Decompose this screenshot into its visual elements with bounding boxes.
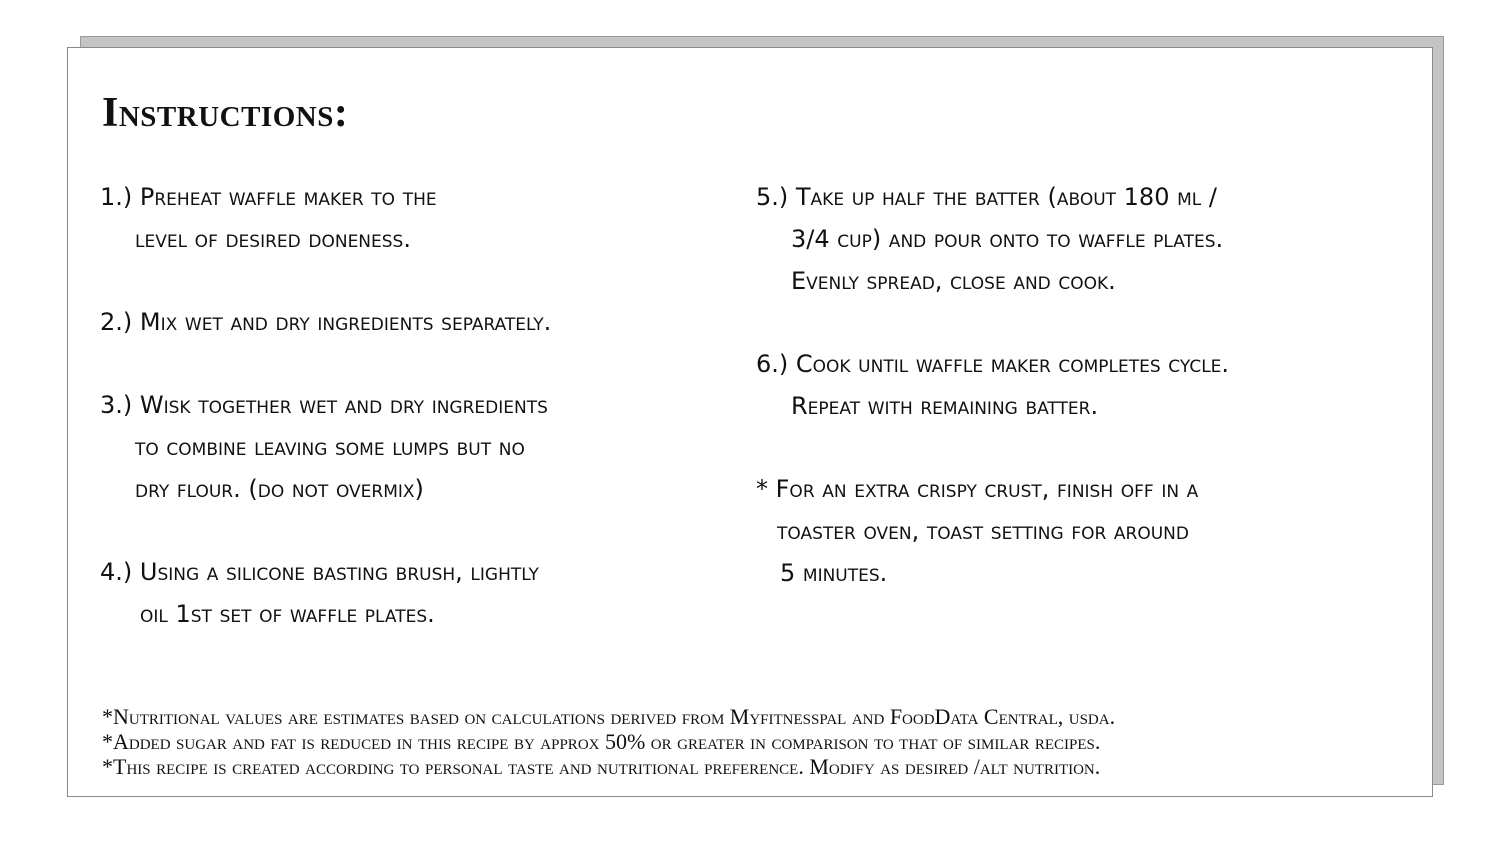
step-4-line-2: oil 1st set of waffle plates. — [140, 600, 435, 628]
step-1-line-1: 1.) Preheat waffle maker to the — [100, 183, 437, 211]
page-title: Instructions: — [102, 90, 349, 136]
step-2-line-1: 2.) Mix wet and dry ingredients separately. — [100, 308, 552, 336]
footnotes — [102, 704, 1115, 779]
right-column — [756, 176, 1416, 635]
step-6-line-2: Repeat with remaining batter. — [791, 392, 1099, 420]
crispy-tip-line-1: * For an extra crispy crust, finish off in a — [756, 475, 1199, 503]
step-5 — [756, 176, 1416, 302]
step-4-line-1: 4.) Using a silicone basting brush, lightly — [100, 558, 539, 586]
step-3-line-3: dry flour. (do not overmix) — [135, 475, 424, 503]
step-3-line-2: to combine leaving some lumps but no — [135, 433, 525, 461]
step-4 — [100, 551, 740, 635]
crispy-tip — [756, 468, 1416, 594]
footnote-personal-taste: *This recipe is created according to personal taste and nutritional preference. Modify as desired /alt nutrition. — [102, 754, 1101, 779]
step-5-line-1: 5.) Take up half the batter (about 180 ml / — [756, 183, 1217, 211]
step-6 — [756, 343, 1416, 427]
left-column — [100, 176, 740, 676]
step-5-line-3: Evenly spread, close and cook. — [791, 267, 1116, 295]
crispy-tip-line-2: toaster oven, toast setting for around — [777, 517, 1189, 545]
footnote-nutrition-source: *Nutritional values are estimates based on calculations derived from Myfitnesspal and FoodData Central, usda. — [102, 704, 1116, 729]
instructions-card — [67, 47, 1433, 797]
step-1-line-2: level of desired doneness. — [135, 225, 411, 253]
step-2 — [100, 301, 740, 343]
step-5-line-2: 3/4 cup) and pour onto to waffle plates. — [791, 225, 1224, 253]
step-3 — [100, 384, 740, 510]
step-6-line-1: 6.) Cook until waffle maker completes cycle. — [756, 350, 1230, 378]
step-1 — [100, 176, 740, 260]
step-3-line-1: 3.) Wisk together wet and dry ingredients — [100, 391, 548, 419]
footnote-sugar-fat: *Added sugar and fat is reduced in this recipe by approx 50% or greater in comparison to that of similar recipes. — [102, 729, 1101, 754]
crispy-tip-line-3: 5 minutes. — [780, 559, 888, 587]
